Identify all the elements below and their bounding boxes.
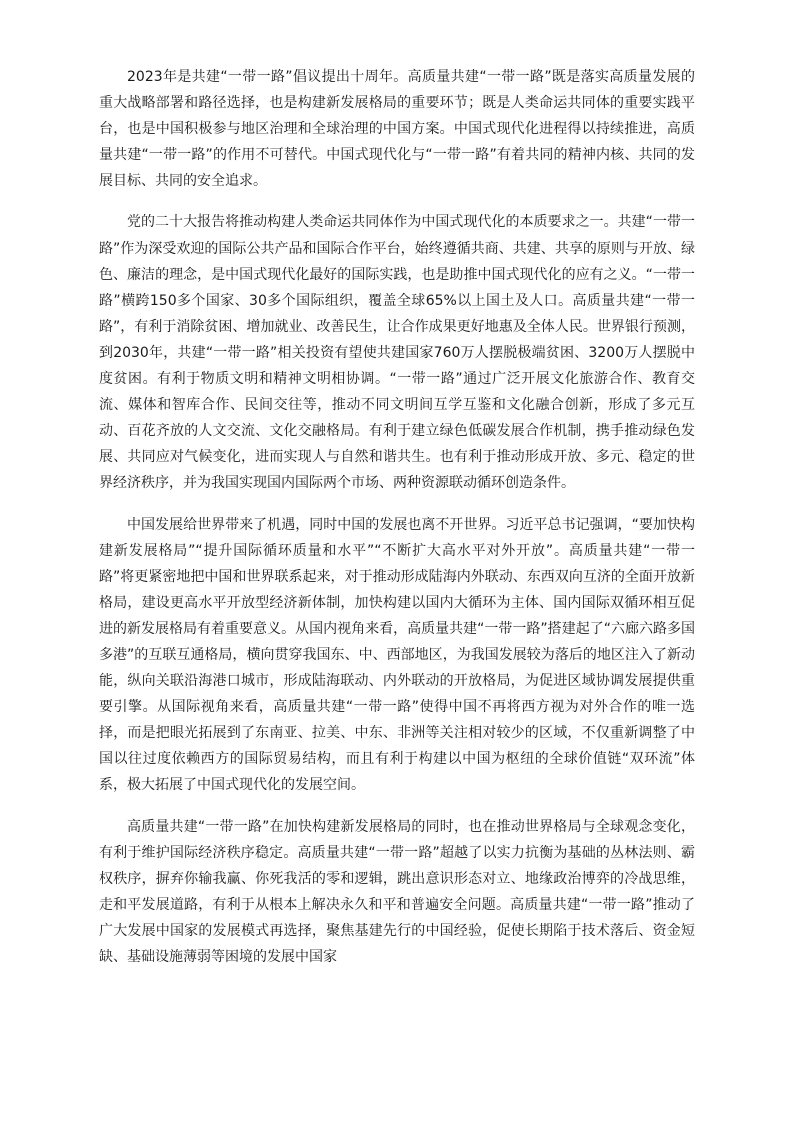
paragraph-2: 党的二十大报告将推动构建人类命运共同体作为中国式现代化的本质要求之一。共建“一带一路”作为深受欢迎的国际公共产品和国际合作平台，始终遵循共商、共建、共享的原则与开放、绿色、廉洁的理念，是中国式现代化最好的国际实践，也是助推中国式现代化的应有之义。“一带一路”横跨150多个国家、30多个国际组织，覆盖全球65%以上国土及人口。高质量共建“一带一路”，有利于消除贫困、增加就业、改善民生，让合作成果更好地惠及全体人民。世界银行预测，到2030年，共建“一带一路”相关投资有望使共建国家760万人摆脱极端贫困、3200万人摆脱中度贫困。有利于物质文明和精神文明相协调。“一带一路”通过广泛开展文化旅游合作、教育交流、媒体和智库合作、民间交往等，推动不同文明间互学互鉴和文化融合创新，形成了多元互动、百花齐放的人文交流、文化交融格局。有利于建立绿色低碳发展合作机制，携手推动绿色发展、共同应对气候变化，进而实现人与自然和谐共生。也有利于推动形成开放、多元、稳定的世界经济秩序，并为我国实现国内国际两个市场、两种资源联动循环创造条件。 [99, 214, 695, 492]
paragraph-1: 2023年是共建“一带一路”倡议提出十周年。高质量共建“一带一路”既是落实高质量发展的重大战略部署和路径选择，也是构建新发展格局的重要环节；既是人类命运共同体的重要实践平台，也是中国积极参与地区治理和全球治理的中国方案。中国式现代化进程得以持续推进，高质量共建“一带一路”的作用不可替代。中国式现代化与“一带一路”有着共同的精神内核、共同的发展目标、共同的安全追求。 [99, 69, 695, 190]
paragraph-4: 高质量共建“一带一路”在加快构建新发展格局的同时，也在推动世界格局与全球观念变化，有利于维护国际经济秩序稳定。高质量共建“一带一路”超越了以实力抗衡为基础的丛林法则、霸权秩序，摒弃你输我赢、你死我活的零和逻辑，跳出意识形态对立、地缘政治博弈的冷战思维，走和平发展道路，有利于从根本上解决永久和平和普遍安全问题。高质量共建“一带一路”推动了广大发展中国家的发展模式再选择，聚焦基建先行的中国经验，促使长期陷于技术落后、资金短缺、基础设施薄弱等困境的发展中国家 [99, 818, 695, 965]
article-body [99, 64, 695, 985]
paragraph-3: 中国发展给世界带来了机遇，同时中国的发展也离不开世界。习近平总书记强调，“要加快构建新发展格局”“提升国际循环质量和水平”“不断扩大高水平对外开放”。高质量共建“一带一路”将更紧密地把中国和世界联系起来，对于推动形成陆海内外联动、东西双向互济的全面开放新格局，建设更高水平开放型经济新体制，加快构建以国内大循环为主体、国内国际双循环相互促进的新发展格局有着重要意义。从国内视角来看，高质量共建“一带一路”搭建起了“六廊六路多国多港”的互联互通格局，横向贯穿我国东、中、西部地区，为我国发展较为落后的地区注入了新动能，纵向关联沿海港口城市，形成陆海联动、内外联动的开放格局，为促进区域协调发展提供重要引擎。从国际视角来看，高质量共建“一带一路”使得中国不再将西方视为对外合作的唯一选择，而是把眼光拓展到了东南亚、拉美、中东、非洲等关注相对较少的区域，不仅重新调整了中国以往过度依赖西方的国际贸易结构，而且有利于构建以中国为枢纽的全球价值链“双环流”体系，极大拓展了中国式现代化的发展空间。 [99, 516, 695, 794]
